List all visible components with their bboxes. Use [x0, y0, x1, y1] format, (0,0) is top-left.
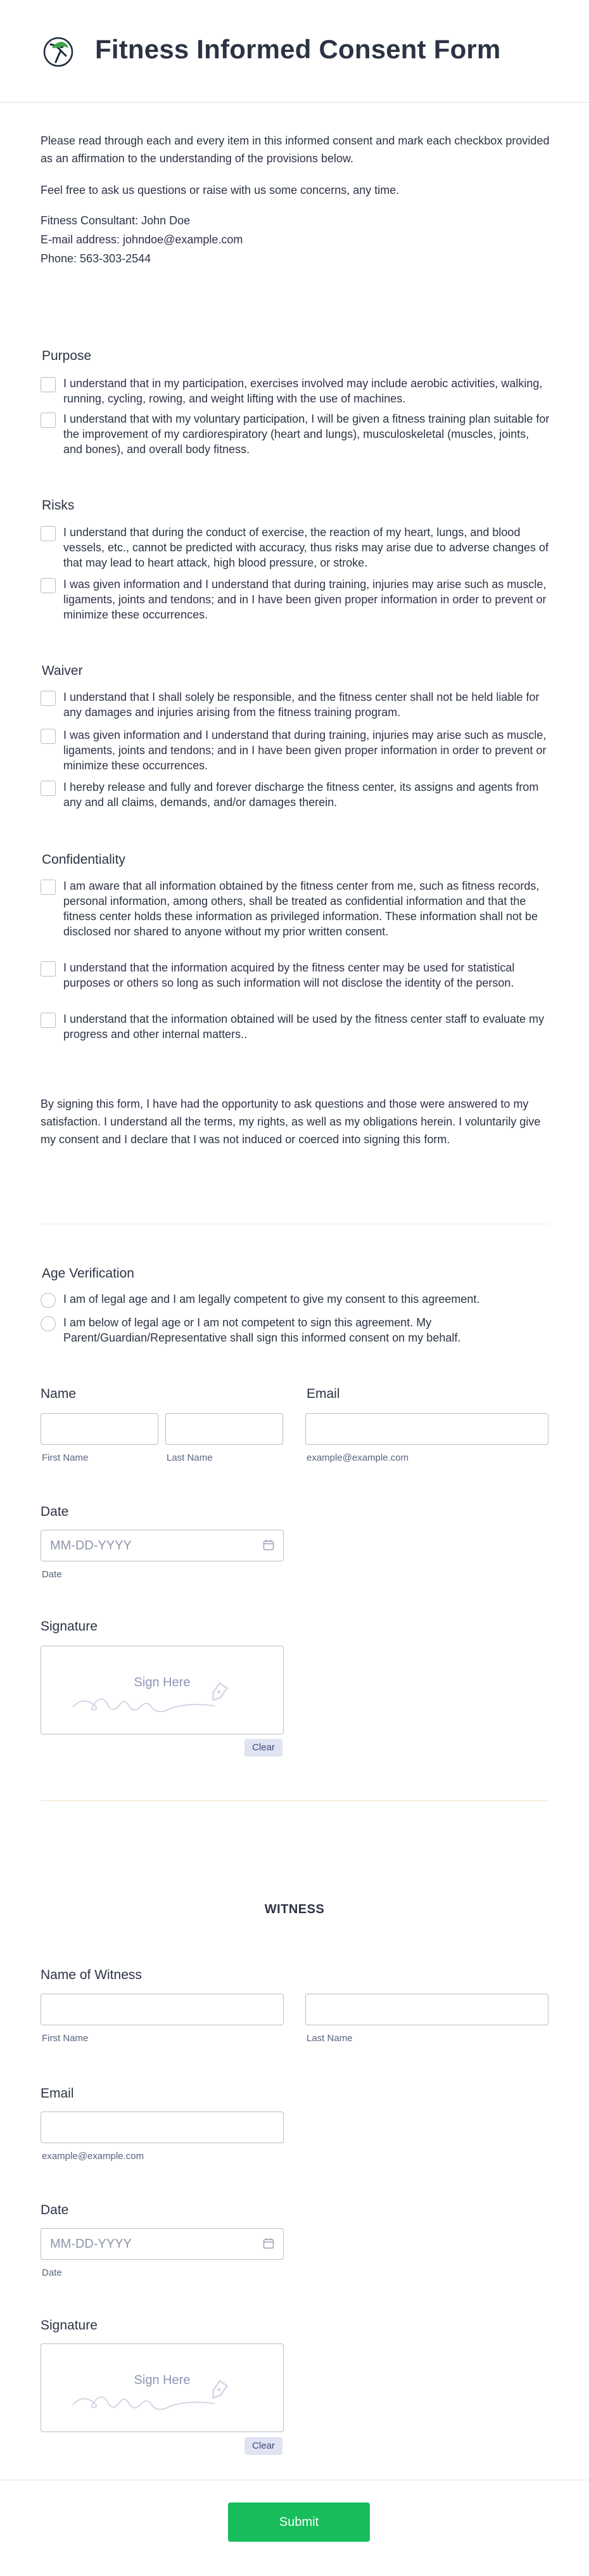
purpose-title: Purpose [42, 349, 92, 363]
witness-email-sublabel: example@example.com [42, 2151, 144, 2162]
submit-button[interactable]: Submit [228, 2502, 370, 2542]
risks-title: Risks [42, 498, 75, 513]
witness-heading: WITNESS [264, 1902, 325, 1916]
date-placeholder: MM-DD-YYYY [50, 2237, 132, 2251]
witness-date-sublabel: Date [42, 2267, 62, 2278]
clear-witness-signature-button[interactable]: Clear [244, 2437, 282, 2455]
first-name-input[interactable] [41, 1413, 158, 1445]
signature-placeholder: Sign Here [134, 1676, 191, 1689]
email-label: Email [307, 1387, 340, 1401]
fitness-figure-icon [43, 37, 73, 67]
checkbox[interactable] [41, 578, 56, 593]
date-label: Date [41, 1504, 69, 1519]
email-input[interactable] [305, 1413, 548, 1445]
checkbox[interactable] [41, 413, 56, 428]
checkbox-label: I understand that the information acquired by the fitness center may be used for statistical purposes or others so long as such information will not disclose the identity of the person. [63, 961, 515, 989]
signature-pad[interactable] [41, 1646, 284, 1734]
checkbox[interactable] [41, 781, 56, 796]
age-verification-title: Age Verification [42, 1266, 134, 1281]
consultant-phone: Phone: 563-303-2544 [41, 252, 151, 265]
email-sublabel: example@example.com [307, 1452, 409, 1463]
consultant-email: E-mail address: johndoe@example.com [41, 233, 243, 246]
checkbox-label: I was given information and I understand that during training, injuries may arise such as muscle, ligaments, joints and tendons; and in I have been given proper information in order to prevent or minimize these occurrences. [63, 729, 547, 772]
last-name-input[interactable] [165, 1413, 283, 1445]
witness-name-label: Name of Witness [41, 1968, 142, 1982]
checkbox-label: I was given information and I understand that during training, injuries may arise such as muscle, ligaments, joints and tendons; and in I have been given proper information in order to prevent or minimize these occurrences. [63, 578, 547, 621]
name-label: Name [41, 1387, 77, 1401]
intro-questions-text: Feel free to ask us questions or raise with us some concerns, any time. [41, 184, 400, 196]
checkbox[interactable] [41, 691, 56, 706]
radio-label: I am of legal age and I am legally competent to give my consent to this agreement. [63, 1293, 480, 1305]
checkbox[interactable] [41, 729, 56, 744]
checkbox[interactable] [41, 961, 56, 977]
section-divider [41, 1800, 548, 1801]
checkbox-label: I understand that during the conduct of exercise, the reaction of my heart, lungs, and blood vessels, etc., cannot be predicted with accuracy, thus risks may arise due to adverse changes of that may lead to heart attack, high blood pressure, or stroke. [63, 526, 549, 569]
date-placeholder: MM-DD-YYYY [50, 1539, 132, 1553]
waiver-title: Waiver [42, 663, 83, 678]
agreement-text: By signing this form, I have had the opportunity to ask questions and those were answered to my satisfaction. I understand all the terms, my rights, as well as my obligations herein. I voluntarily give my consent and I declare that I was not induced or coerced into signing this form. [41, 1098, 541, 1146]
date-input[interactable] [41, 1530, 284, 1561]
form-header [0, 0, 589, 103]
checkbox-label: I understand that with my voluntary participation, I will be given a fitness training plan suitable for the improvement of my cardiorespiratory (heart and lungs), musculoskeletal (muscles, joints, and bones), and overall body fitness. [63, 413, 550, 456]
witness-date-label: Date [41, 2203, 69, 2217]
witness-first-name-sublabel: First Name [42, 2033, 89, 2044]
first-name-sublabel: First Name [42, 1452, 89, 1463]
checkbox[interactable] [41, 526, 56, 541]
witness-signature-label: Signature [41, 2318, 98, 2333]
checkbox-label: I understand that in my participation, exercises involved may include aerobic activities, walking, running, cycling, rowing, and weight lifting with the use of machines. [63, 377, 543, 405]
signature-label: Signature [41, 1619, 98, 1634]
witness-last-name-input[interactable] [305, 1994, 548, 2025]
last-name-sublabel: Last Name [167, 1452, 213, 1463]
form-footer [0, 2480, 589, 2576]
checkbox-label: I am aware that all information obtained by the fitness center from me, such as fitness records, personal information, among others, shall be treated as confidential information and that the fitness center holds these information as privileged information. These information shall not be disclosed nor shared to anyone without my prior written consent. [63, 880, 540, 938]
consultant-name: Fitness Consultant: John Doe [41, 214, 191, 227]
intro-paragraph: Please read through each and every item in this informed consent and mark each checkbox provided as an affirmation to the understanding of the provisions below. [41, 134, 550, 165]
form-title: Fitness Informed Consent Form [95, 34, 501, 64]
checkbox-label: I understand that the information obtained will be used by the fitness center staff to evaluate my progress and other internal matters.. [63, 1013, 545, 1041]
radio-button[interactable] [41, 1293, 56, 1308]
clear-signature-button[interactable]: Clear [244, 1739, 282, 1757]
confidentiality-title: Confidentiality [42, 852, 125, 867]
witness-date-input[interactable] [41, 2228, 284, 2260]
radio-button[interactable] [41, 1316, 56, 1331]
checkbox-label: I understand that I shall solely be responsible, and the fitness center shall not be held liable for any damages and injuries arising from the fitness training program. [63, 691, 540, 719]
checkbox-label: I hereby release and fully and forever discharge the fitness center, its assigns and agents from any and all claims, demands, and/or damages therein. [63, 781, 539, 809]
witness-email-label: Email [41, 2086, 74, 2101]
calendar-icon[interactable] [263, 2238, 274, 2249]
checkbox[interactable] [41, 1013, 56, 1028]
witness-last-name-sublabel: Last Name [307, 2033, 353, 2044]
witness-email-input[interactable] [41, 2111, 284, 2143]
calendar-icon[interactable] [263, 1539, 274, 1551]
witness-signature-pad[interactable] [41, 2343, 284, 2432]
radio-label: I am below of legal age or I am not competent to sign this agreement. My Parent/Guardian/Representative shall sign this informed consent on my behalf. [63, 1316, 461, 1344]
checkbox[interactable] [41, 377, 56, 392]
signature-placeholder: Sign Here [134, 2373, 191, 2387]
witness-first-name-input[interactable] [41, 1994, 284, 2025]
checkbox[interactable] [41, 880, 56, 895]
date-sublabel: Date [42, 1569, 62, 1580]
